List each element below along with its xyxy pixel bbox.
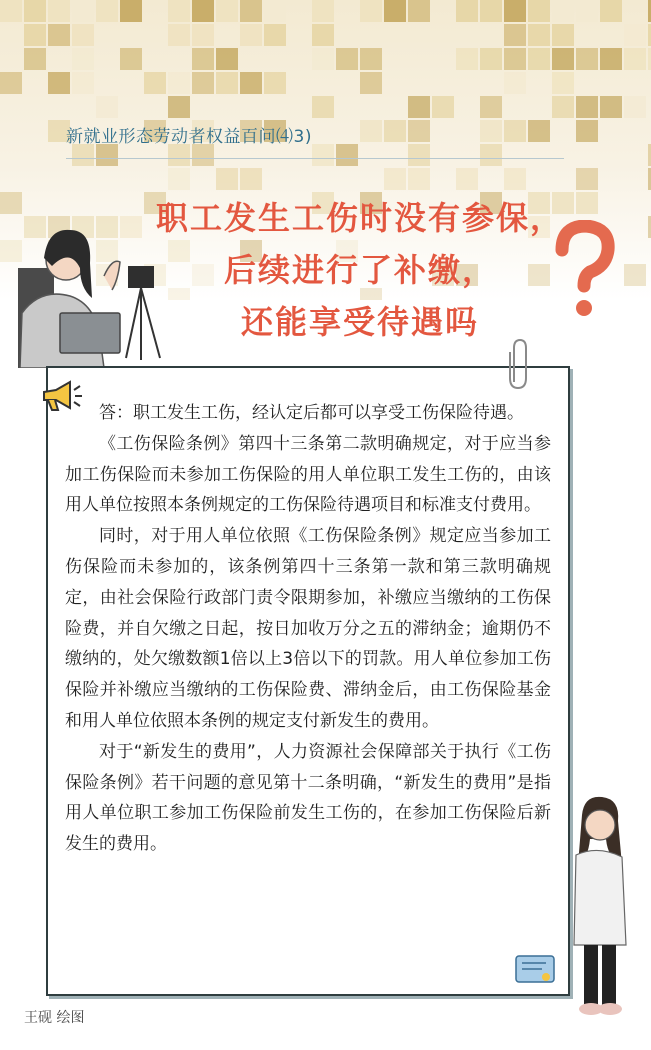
mosaic-tile (240, 72, 262, 94)
mosaic-tile (360, 72, 382, 94)
mosaic-tile (72, 144, 94, 166)
mosaic-tile (504, 24, 526, 46)
mosaic-tile (624, 24, 646, 46)
mosaic-tile (552, 48, 574, 70)
article-body (65, 398, 551, 860)
mosaic-tile (552, 24, 574, 46)
mosaic-tile (384, 0, 406, 22)
mosaic-tile (216, 0, 238, 22)
mosaic-tile (408, 96, 430, 118)
mosaic-tile (168, 24, 190, 46)
mosaic-tile (240, 24, 262, 46)
mosaic-tile (456, 48, 478, 70)
mosaic-tile (216, 72, 238, 94)
mosaic-tile (312, 144, 334, 166)
mosaic-tile (528, 120, 550, 142)
mosaic-tile (480, 120, 502, 142)
mosaic-tile (624, 96, 646, 118)
mosaic-tile (336, 48, 358, 70)
mosaic-tile (216, 168, 238, 190)
mosaic-tile (0, 192, 22, 214)
mosaic-tile (600, 0, 622, 22)
mosaic-tile (0, 0, 22, 22)
mosaic-tile (480, 0, 502, 22)
mosaic-tile (600, 96, 622, 118)
mosaic-tile (192, 144, 214, 166)
mosaic-tile (264, 24, 286, 46)
mosaic-tile (480, 96, 502, 118)
mosaic-tile (456, 168, 478, 190)
paperclip-icon (508, 338, 528, 392)
mosaic-tile (24, 24, 46, 46)
headline-line-2: 后续进行了补缴， (223, 251, 496, 289)
mosaic-tile (216, 48, 238, 70)
mosaic-tile (120, 0, 142, 22)
mosaic-tile (384, 168, 406, 190)
mosaic-tile (48, 24, 70, 46)
mosaic-tile (504, 120, 526, 142)
mosaic-tile (408, 0, 430, 22)
mosaic-tile (408, 144, 430, 166)
mosaic-tile (480, 144, 502, 166)
series-title: 新就业形态劳动者权益百问⑷3) (66, 127, 312, 147)
mosaic-tile (72, 0, 94, 22)
mosaic-tile (168, 0, 190, 22)
mosaic-tile (72, 24, 94, 46)
mosaic-tile (72, 72, 94, 94)
mosaic-tile (576, 168, 598, 190)
mosaic-tile (24, 0, 46, 22)
mosaic-tile (240, 168, 262, 190)
mosaic-tile (96, 144, 118, 166)
mosaic-tile (576, 48, 598, 70)
thinking-girl-illustration (568, 795, 638, 1025)
scroll-certificate-icon (510, 950, 562, 990)
mosaic-tile (48, 0, 70, 22)
mosaic-tile (264, 72, 286, 94)
mosaic-tile (600, 48, 622, 70)
mosaic-tile (48, 72, 70, 94)
paragraph: 同时，对于用人单位依照《工伤保险条例》规定应当参加工伤保险而未参加的，该条例第四十三条第一款和第三款明确规定，由社会保险行政部门责令限期参加，补缴应当缴纳的工伤保险费，并自欠缴之日起，按日加收万分之五的滞纳金；逾期仍不缴纳的，处欠缴数额1倍以上3倍以下的罚款。用人单位参加工伤保险并补缴应当缴纳的工伤保险费、滞纳金后，由工伤保险基金和用人单位依照本条例的规定支付新发生的费用。 (65, 526, 551, 731)
paragraph: 答：职工发生工伤，经认定后都可以享受工伤保险待遇。 (99, 403, 524, 423)
mosaic-tile (96, 0, 118, 22)
illustrator-credit: 王砚 绘图 (24, 1010, 85, 1026)
mosaic-tile (192, 0, 214, 22)
mosaic-tile (312, 24, 334, 46)
mosaic-tile (360, 0, 382, 22)
title-divider (66, 158, 564, 159)
mosaic-tile (432, 96, 454, 118)
mosaic-tile (168, 144, 190, 166)
mosaic-tile (312, 0, 334, 22)
mosaic-tile (624, 48, 646, 70)
mosaic-tile (408, 168, 430, 190)
mosaic-tile (24, 48, 46, 70)
mosaic-tile (480, 48, 502, 70)
mosaic-tile (528, 48, 550, 70)
mosaic-tile (576, 0, 598, 22)
mosaic-tile (528, 0, 550, 22)
mosaic-tile (192, 72, 214, 94)
mosaic-tile (504, 72, 526, 94)
mosaic-tile (192, 24, 214, 46)
mosaic-tile (552, 72, 574, 94)
mosaic-tile (192, 48, 214, 70)
mosaic-tile (528, 24, 550, 46)
mosaic-tile (552, 0, 574, 22)
mosaic-tile (0, 72, 22, 94)
mosaic-tile (504, 48, 526, 70)
mosaic-tile (240, 0, 262, 22)
mosaic-tile (312, 96, 334, 118)
mosaic-tile (456, 0, 478, 22)
headline-line-1: 职工发生工伤时没有参保， (155, 199, 564, 237)
mosaic-tile (408, 120, 430, 142)
mosaic-tile (72, 48, 94, 70)
mosaic-tile (576, 120, 598, 142)
mosaic-tile (312, 48, 334, 70)
mosaic-tile (168, 96, 190, 118)
mosaic-tile (336, 144, 358, 166)
mosaic-tile (624, 264, 646, 286)
mosaic-tile (576, 192, 598, 214)
headline-line-3: 还能享受待遇吗 (240, 303, 479, 341)
mosaic-tile (552, 96, 574, 118)
paragraph: 《工伤保险条例》第四十三条第二款明确规定，对于应当参加工伤保险而未参加工伤保险的用人单位职工发生工伤的，由该用人单位按照本条例规定的工伤保险待遇项目和标准支付费用。 (65, 433, 551, 516)
mosaic-tile (360, 120, 382, 142)
mosaic-tile (576, 96, 598, 118)
mosaic-tile (120, 48, 142, 70)
mosaic-tile (168, 72, 190, 94)
paragraph: 对于“新发生的费用”，人力资源社会保障部关于执行《工伤保险条例》若干问题的意见第十二条明确，“新发生的费用”是指用人单位职工参加工伤保险前发生工伤的，在参加工伤保险后新发生的费用。 (65, 741, 551, 855)
mosaic-tile (96, 96, 118, 118)
mosaic-tile (168, 168, 190, 190)
mosaic-tile (384, 120, 406, 142)
mosaic-tile (504, 168, 526, 190)
mosaic-tile (360, 48, 382, 70)
question-mark-icon (548, 220, 618, 320)
mosaic-tile (264, 0, 286, 22)
mosaic-tile (504, 0, 526, 22)
mosaic-tile (144, 72, 166, 94)
headline (150, 192, 570, 348)
